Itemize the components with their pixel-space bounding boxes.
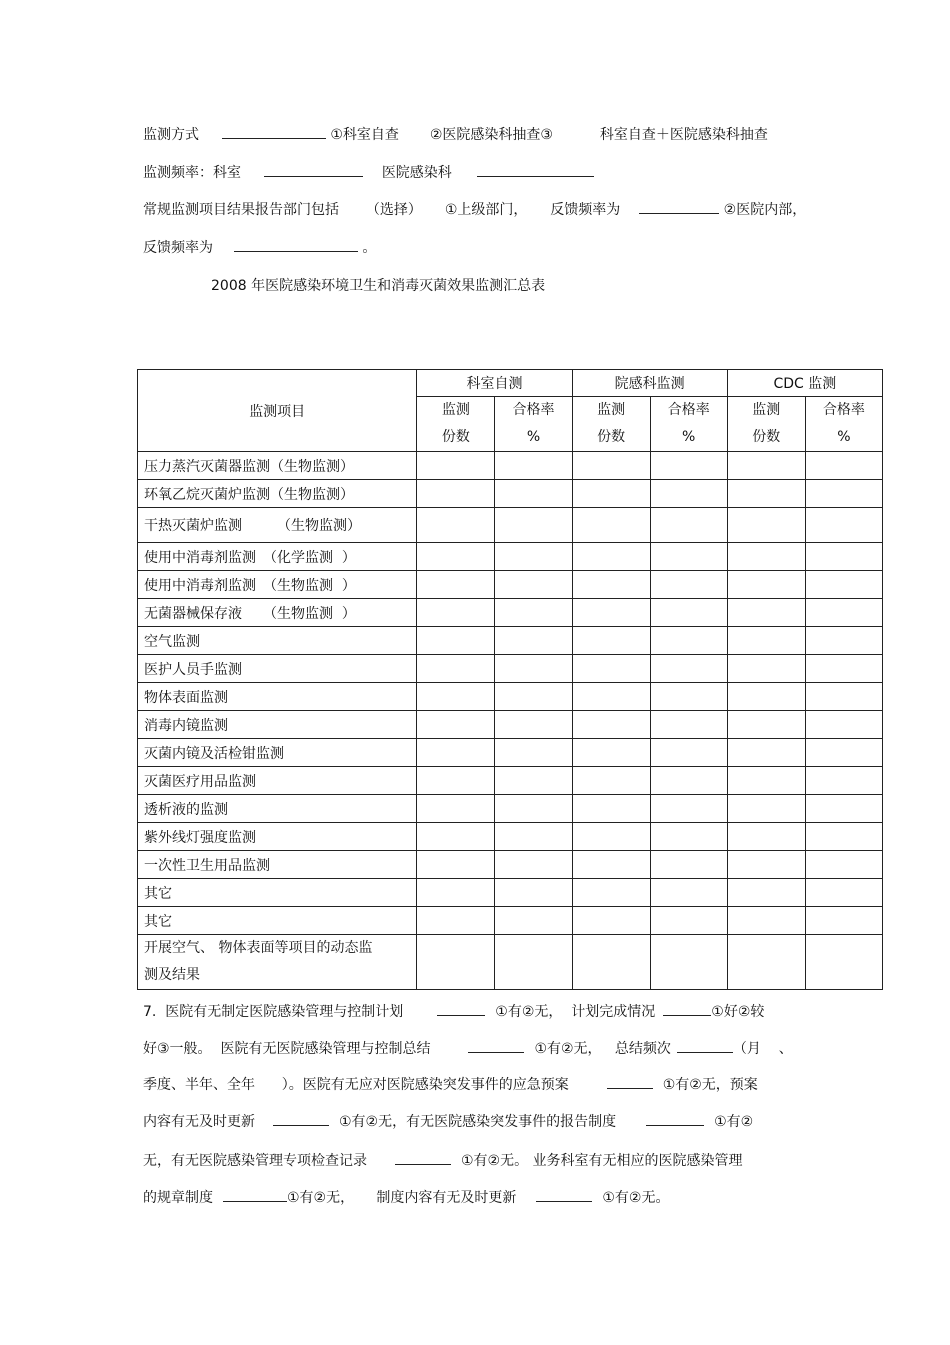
table-cell[interactable]	[417, 711, 495, 739]
table-cell[interactable]	[495, 935, 572, 990]
table-cell[interactable]	[495, 795, 572, 823]
report-system-blank[interactable]	[646, 1111, 704, 1126]
table-row-label: 使用中消毒剂监测 （生物监测 ）	[138, 571, 417, 599]
table-cell[interactable]	[805, 879, 882, 907]
table-cell[interactable]	[572, 599, 650, 627]
table-row	[138, 508, 883, 543]
table-row-label: 空气监测	[138, 627, 417, 655]
rules-update-blank[interactable]	[536, 1187, 592, 1202]
table-cell[interactable]	[572, 711, 650, 739]
bottom-line-4: 内容有无及时更新 ①有②无，有无医院感染突发事件的报告制度 ①有②	[143, 1111, 753, 1131]
table-cell[interactable]	[805, 480, 882, 508]
table-cell[interactable]	[495, 627, 572, 655]
table-row-label: 干热灭菌炉监测 （生物监测）	[138, 508, 417, 543]
monitoring-method-line	[143, 124, 768, 144]
frequency-dept-label: 监测频率：科室	[143, 165, 241, 181]
group-header-cdc: CDC 监测	[727, 370, 882, 397]
table-cell[interactable]	[727, 823, 805, 851]
table-cell[interactable]	[417, 452, 495, 480]
table-cell[interactable]	[727, 795, 805, 823]
table-cell[interactable]	[495, 767, 572, 795]
table-cell[interactable]	[650, 879, 727, 907]
table-cell[interactable]	[572, 767, 650, 795]
plan-update-blank[interactable]	[273, 1111, 329, 1126]
table-cell[interactable]	[650, 823, 727, 851]
report-option-2: ②医院内部，	[723, 202, 807, 218]
table-cell[interactable]	[727, 543, 805, 571]
table-cell[interactable]	[650, 571, 727, 599]
table-cell[interactable]	[417, 480, 495, 508]
table-cell[interactable]	[417, 767, 495, 795]
table-cell[interactable]	[727, 627, 805, 655]
table-row-label: 灭菌内镜及活检钳监测	[138, 739, 417, 767]
frequency-infection-blank[interactable]	[477, 162, 594, 177]
table-row	[138, 907, 883, 935]
table-cell[interactable]	[727, 907, 805, 935]
report-frequency-label: 反馈频率为	[550, 202, 621, 218]
table-cell[interactable]	[572, 683, 650, 711]
table-cell[interactable]	[495, 543, 572, 571]
table-row	[138, 739, 883, 767]
table-cell[interactable]	[727, 655, 805, 683]
table-cell[interactable]	[572, 627, 650, 655]
report-end: 。	[362, 240, 377, 256]
table-cell[interactable]	[572, 879, 650, 907]
table-row	[138, 823, 883, 851]
table-cell[interactable]	[650, 907, 727, 935]
table-cell[interactable]	[650, 767, 727, 795]
table-row-label: 透析液的监测	[138, 795, 417, 823]
table-row-label: 环氧乙烷灭菌炉监测（生物监测）	[138, 480, 417, 508]
table-cell[interactable]	[727, 599, 805, 627]
summary-blank[interactable]	[468, 1038, 524, 1053]
table-cell[interactable]	[805, 935, 882, 990]
table-cell[interactable]	[417, 795, 495, 823]
method-blank[interactable]	[222, 124, 326, 139]
item-header	[138, 370, 417, 452]
table-cell[interactable]	[572, 851, 650, 879]
table-cell[interactable]	[572, 739, 650, 767]
table-row-label: 其它	[138, 879, 417, 907]
report-label: 常规监测项目结果报告部门包括	[143, 202, 339, 218]
table-cell[interactable]	[572, 543, 650, 571]
table-cell[interactable]	[417, 683, 495, 711]
frequency-dept-blank[interactable]	[264, 162, 363, 177]
subheader-count: 监测 份数	[417, 397, 495, 452]
table-row-label: 消毒内镜监测	[138, 711, 417, 739]
table-cell[interactable]	[417, 508, 495, 543]
monitoring-summary-table	[137, 369, 883, 990]
table-cell[interactable]	[417, 739, 495, 767]
group-header-infection: 院感科监测	[572, 370, 727, 397]
table-cell[interactable]	[650, 543, 727, 571]
report-frequency-line	[143, 237, 376, 257]
inspection-record-blank[interactable]	[395, 1150, 451, 1165]
table-cell[interactable]	[495, 655, 572, 683]
table-cell[interactable]	[572, 571, 650, 599]
table-row	[138, 655, 883, 683]
table-cell[interactable]	[650, 935, 727, 990]
subheader-rate: 合格率 %	[805, 397, 882, 452]
table-row	[138, 452, 883, 480]
summary-frequency-blank[interactable]	[677, 1038, 733, 1053]
method-option-3: 科室自查＋医院感染科抽查	[599, 127, 768, 143]
table-cell[interactable]	[572, 480, 650, 508]
table-cell[interactable]	[495, 711, 572, 739]
table-cell[interactable]	[650, 655, 727, 683]
table-cell[interactable]	[495, 508, 572, 543]
table-cell[interactable]	[727, 480, 805, 508]
table-cell[interactable]	[805, 823, 882, 851]
table-cell[interactable]	[727, 571, 805, 599]
table-cell[interactable]	[417, 655, 495, 683]
rules-blank[interactable]	[223, 1187, 287, 1202]
table-cell[interactable]	[650, 480, 727, 508]
report-option-1: ①上级部门，	[444, 202, 528, 218]
table-cell[interactable]	[805, 739, 882, 767]
report-choice: （选择）	[365, 202, 422, 218]
table-cell[interactable]	[805, 627, 882, 655]
item-header-label: 监测项目	[249, 403, 306, 420]
table-row-label: 一次性卫生用品监测	[138, 851, 417, 879]
table-cell[interactable]	[805, 683, 882, 711]
table-title: 2008 年医院感染环境卫生和消毒灭菌效果监测汇总表	[211, 278, 546, 294]
table-row-label: 物体表面监测	[138, 683, 417, 711]
bottom-line-2: 好③一般。 医院有无医院感染管理与控制总结 ①有②无， 总结频次 （月 、	[143, 1038, 793, 1058]
table-row-label: 其它	[138, 907, 417, 935]
table-row	[138, 480, 883, 508]
table-cell[interactable]	[572, 508, 650, 543]
table-cell[interactable]	[727, 851, 805, 879]
table-row-label: 医护人员手监测	[138, 655, 417, 683]
table-cell[interactable]	[495, 879, 572, 907]
report-frequency-blank[interactable]	[639, 199, 719, 214]
table-cell[interactable]	[727, 879, 805, 907]
table-cell[interactable]	[805, 543, 882, 571]
table-cell[interactable]	[650, 508, 727, 543]
table-cell[interactable]	[572, 823, 650, 851]
table-cell[interactable]	[495, 683, 572, 711]
table-cell[interactable]	[417, 935, 495, 990]
table-row	[138, 795, 883, 823]
table-row-label: 压力蒸汽灭菌器监测（生物监测）	[138, 452, 417, 480]
bottom-line-5: 无，有无医院感染管理专项检查记录 ①有②无。 业务科室有无相应的医院感染管理	[143, 1150, 743, 1170]
report-frequency-label-2: 反馈频率为	[143, 240, 213, 256]
table-cell[interactable]	[495, 739, 572, 767]
subheader-count: 监测 份数	[727, 397, 805, 452]
table-row	[138, 599, 883, 627]
table-cell[interactable]	[727, 683, 805, 711]
table-cell[interactable]	[650, 795, 727, 823]
table-cell[interactable]	[495, 571, 572, 599]
bottom-line-3: 季度、半年、全年 ）。医院有无应对医院感染突发事件的应急预案 ①有②无，预案	[143, 1074, 758, 1094]
table-row	[138, 879, 883, 907]
table-row	[138, 543, 883, 571]
plan-blank[interactable]	[437, 1001, 485, 1016]
table-cell[interactable]	[495, 599, 572, 627]
report-dept-line	[143, 199, 806, 219]
table-cell[interactable]	[650, 599, 727, 627]
table-cell[interactable]	[417, 543, 495, 571]
table-cell[interactable]	[805, 599, 882, 627]
plan-completion-blank[interactable]	[663, 1001, 711, 1016]
table-cell[interactable]	[727, 711, 805, 739]
table-cell[interactable]	[805, 452, 882, 480]
table-row-label: 使用中消毒剂监测 （化学监测 ）	[138, 543, 417, 571]
table-cell[interactable]	[572, 935, 650, 990]
table-cell[interactable]	[805, 767, 882, 795]
table-cell[interactable]	[805, 795, 882, 823]
subheader-rate: 合格率 %	[495, 397, 572, 452]
table-row	[138, 711, 883, 739]
table-cell[interactable]	[572, 452, 650, 480]
table-cell[interactable]	[727, 452, 805, 480]
table-cell[interactable]	[805, 851, 882, 879]
table-cell[interactable]	[727, 739, 805, 767]
table-cell[interactable]	[805, 571, 882, 599]
table-cell[interactable]	[417, 599, 495, 627]
table-cell[interactable]	[417, 571, 495, 599]
table-cell[interactable]	[417, 907, 495, 935]
frequency-infection-label: 医院感染科	[381, 165, 452, 181]
method-label: 监测方式	[143, 127, 199, 143]
table-row	[138, 767, 883, 795]
bottom-line-1: 7. 医院有无制定医院感染管理与控制计划 ①有②无， 计划完成情况 ①好②较	[143, 1001, 764, 1021]
table-cell[interactable]	[650, 739, 727, 767]
table-cell[interactable]	[417, 627, 495, 655]
subheader-count: 监测 份数	[572, 397, 650, 452]
monitoring-frequency-line	[143, 162, 594, 182]
table-cell[interactable]	[805, 508, 882, 543]
table-cell[interactable]	[727, 508, 805, 543]
table-row-label: 灭菌医疗用品监测	[138, 767, 417, 795]
table-row	[138, 851, 883, 879]
table-row-label: 紫外线灯强度监测	[138, 823, 417, 851]
table-cell[interactable]	[727, 935, 805, 990]
table-cell[interactable]	[417, 879, 495, 907]
table-cell[interactable]	[650, 711, 727, 739]
table-cell[interactable]	[572, 655, 650, 683]
table-row-label: 开展空气、 物体表面等项目的动态监 测及结果	[138, 935, 417, 990]
table-cell[interactable]	[650, 627, 727, 655]
table-cell[interactable]	[495, 851, 572, 879]
table-cell[interactable]	[495, 452, 572, 480]
table-row	[138, 627, 883, 655]
method-option-1: ①科室自查	[330, 127, 399, 143]
table-cell[interactable]	[417, 851, 495, 879]
emergency-plan-blank[interactable]	[607, 1074, 653, 1089]
subheader-rate: 合格率 %	[650, 397, 727, 452]
table-cell[interactable]	[495, 480, 572, 508]
method-option-2: ②医院感染科抽查③	[429, 127, 553, 143]
table-cell[interactable]	[727, 767, 805, 795]
table-cell[interactable]	[805, 711, 882, 739]
table-cell[interactable]	[650, 683, 727, 711]
table-cell[interactable]	[805, 655, 882, 683]
report-frequency-blank-2[interactable]	[234, 237, 358, 252]
table-cell[interactable]	[650, 452, 727, 480]
table-row	[138, 683, 883, 711]
table-cell[interactable]	[495, 823, 572, 851]
table-row	[138, 571, 883, 599]
table-cell[interactable]	[805, 907, 882, 935]
table-row-label: 无菌器械保存液 （生物监测 ）	[138, 599, 417, 627]
table-cell[interactable]	[417, 823, 495, 851]
table-cell[interactable]	[650, 851, 727, 879]
table-cell[interactable]	[572, 795, 650, 823]
group-header-dept: 科室自测	[417, 370, 572, 397]
table-cell[interactable]	[572, 907, 650, 935]
bottom-line-6: 的规章制度 ①有②无， 制度内容有无及时更新 ①有②无。	[143, 1187, 669, 1207]
table-cell[interactable]	[495, 907, 572, 935]
